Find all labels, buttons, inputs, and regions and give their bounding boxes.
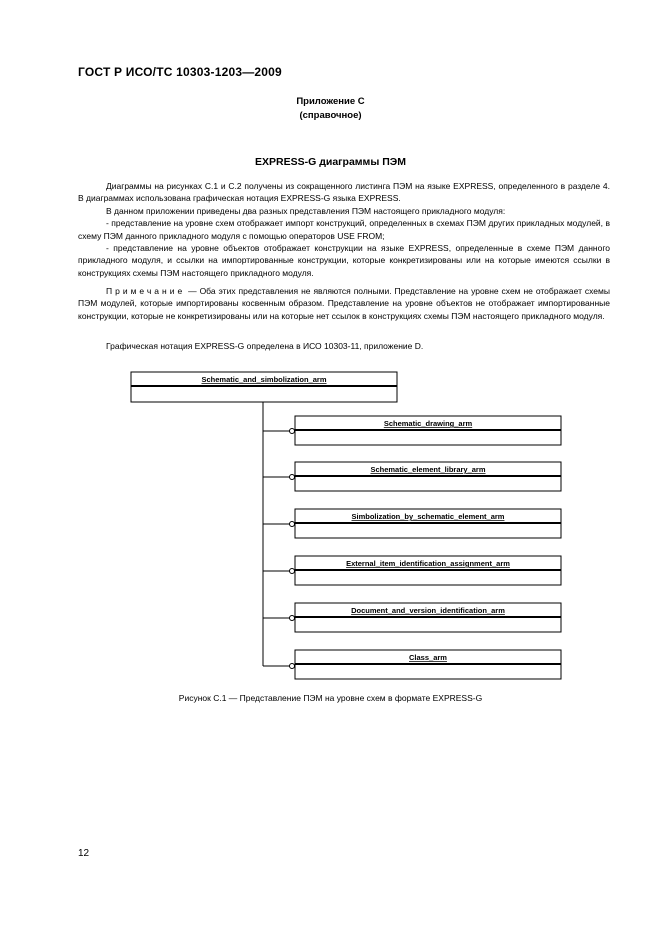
- paragraph-1: Диаграммы на рисунках С.1 и С.2 получены из сокращенного листинга ПЭМ на языке EXPRESS, определенного в разделе 4. В диаграммах использована графическая нотация EXPRESS-G языка EXPRESS.: [78, 181, 610, 204]
- paragraph-3: - представление на уровне схем отображает импорт конструкций, определенных в схемах ПЭМ других прикладных модулей, в схему ПЭМ данного прикладного модуля с помощью операторов USE FROM;: [78, 218, 610, 241]
- child-schema-box: [263, 603, 561, 632]
- page-number: 12: [78, 848, 90, 859]
- paragraph-5: Графическая нотация EXPRESS-G определена в ИСО 10303-11, приложение D.: [106, 341, 424, 351]
- root-schema-label: Schematic_and_simbolization_arm: [201, 375, 327, 384]
- child-schema-box: [263, 556, 561, 585]
- annex-title: Приложение С: [296, 96, 365, 107]
- child-schema-label: Document_and_version_identification_arm: [351, 606, 505, 615]
- paragraph-2: В данном приложении приведены два разных представления ПЭМ настоящего прикладного модуля:: [106, 205, 506, 216]
- annex-type: (справочное): [299, 110, 362, 121]
- document-header: ГОСТ Р ИСО/ТС 10303-1203—2009: [78, 65, 282, 79]
- child-schema-label: Schematic_drawing_arm: [383, 419, 473, 428]
- figure-caption: Рисунок С.1 — Представление ПЭМ на уровне схем в формате EXPRESS-G: [178, 693, 483, 703]
- child-schema-box: [263, 416, 561, 445]
- root-schema-box: [131, 372, 397, 402]
- child-schema-box: [263, 509, 561, 538]
- child-schema-box: [263, 650, 561, 679]
- section-title: EXPRESS-G диаграммы ПЭМ: [255, 156, 406, 168]
- child-schema-label: Class_arm: [409, 653, 447, 662]
- note-text: — Оба этих представления не являются полными. Представление на уровне схем не отображает схемы ПЭМ модулей, которые импортированы косвенным образом. Представление на уровне объектов не отображает импортированные конструкции, которые не конкретизированы или на которые нет ссылок в конструкциях схемы ПЭМ настоящего прикладного модуля.: [78, 286, 610, 321]
- child-schema-label: External_item_identification_assignment_arm: [346, 559, 510, 568]
- child-schema-label: Schematic_element_library_arm: [370, 465, 486, 474]
- paragraph-4: - представление на уровне объектов отображает конструкции на языке EXPRESS, определенные в схеме ПЭМ данного прикладного модуля, и ссылки на импортированные конструкции, которые конкретизированы или на которые имеются ссылки в конструкциях схемы ПЭМ настоящего прикладного модуля.: [78, 243, 610, 278]
- child-schema-box: [263, 462, 561, 491]
- child-schema-label: Simbolization_by_schematic_element_arm: [351, 512, 505, 521]
- note-label: Примечание: [106, 286, 186, 296]
